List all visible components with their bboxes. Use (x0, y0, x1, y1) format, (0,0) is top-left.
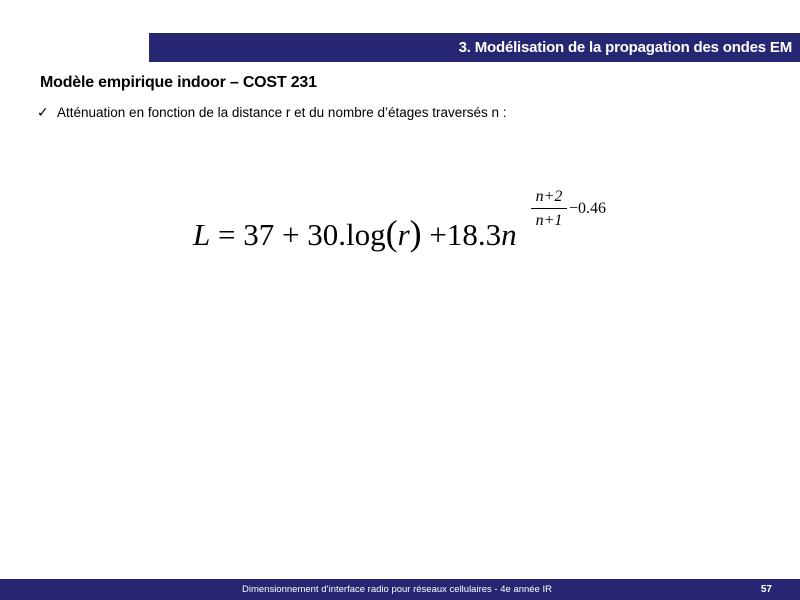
formula-plus-1: + (274, 217, 308, 252)
slide-heading: Modèle empirique indoor – COST 231 (40, 74, 317, 91)
exponent-tail: −0.46 (569, 200, 607, 217)
footer-bar (0, 579, 800, 600)
formula-var-r: r (397, 217, 410, 252)
formula-main-line (193, 212, 517, 254)
formula-var-n: n (501, 217, 517, 252)
attenuation-formula (193, 180, 633, 270)
exponent-numerator: n+2 (531, 188, 567, 209)
formula-term-constant: 37 (243, 217, 275, 252)
exponent-denominator: n+1 (535, 212, 563, 229)
checkmark-icon: ✓ (37, 104, 49, 120)
page-number: 57 (760, 584, 772, 595)
formula-paren-close: ) (409, 213, 422, 253)
section-header-bar (149, 33, 800, 62)
formula-equals: = (210, 217, 244, 252)
formula-paren-open: ( (385, 213, 398, 253)
formula-term-coefficient: 18.3 (446, 217, 502, 252)
formula-plus-2: + (421, 217, 447, 252)
section-title: 3. Modélisation de la propagation des ondes EM (458, 39, 792, 56)
formula-lhs: L (193, 217, 211, 252)
bullet-text: Atténuation en fonction de la distance r et du nombre d’étages traversés n : (57, 105, 507, 120)
exponent-fraction (531, 188, 567, 230)
formula-term-log: 30.log (307, 217, 386, 252)
formula-exponent (531, 188, 626, 248)
bullet-item (37, 104, 507, 121)
footer-text: Dimensionnement d’interface radio pour réseaux cellulaires - 4e année IR (242, 584, 552, 595)
